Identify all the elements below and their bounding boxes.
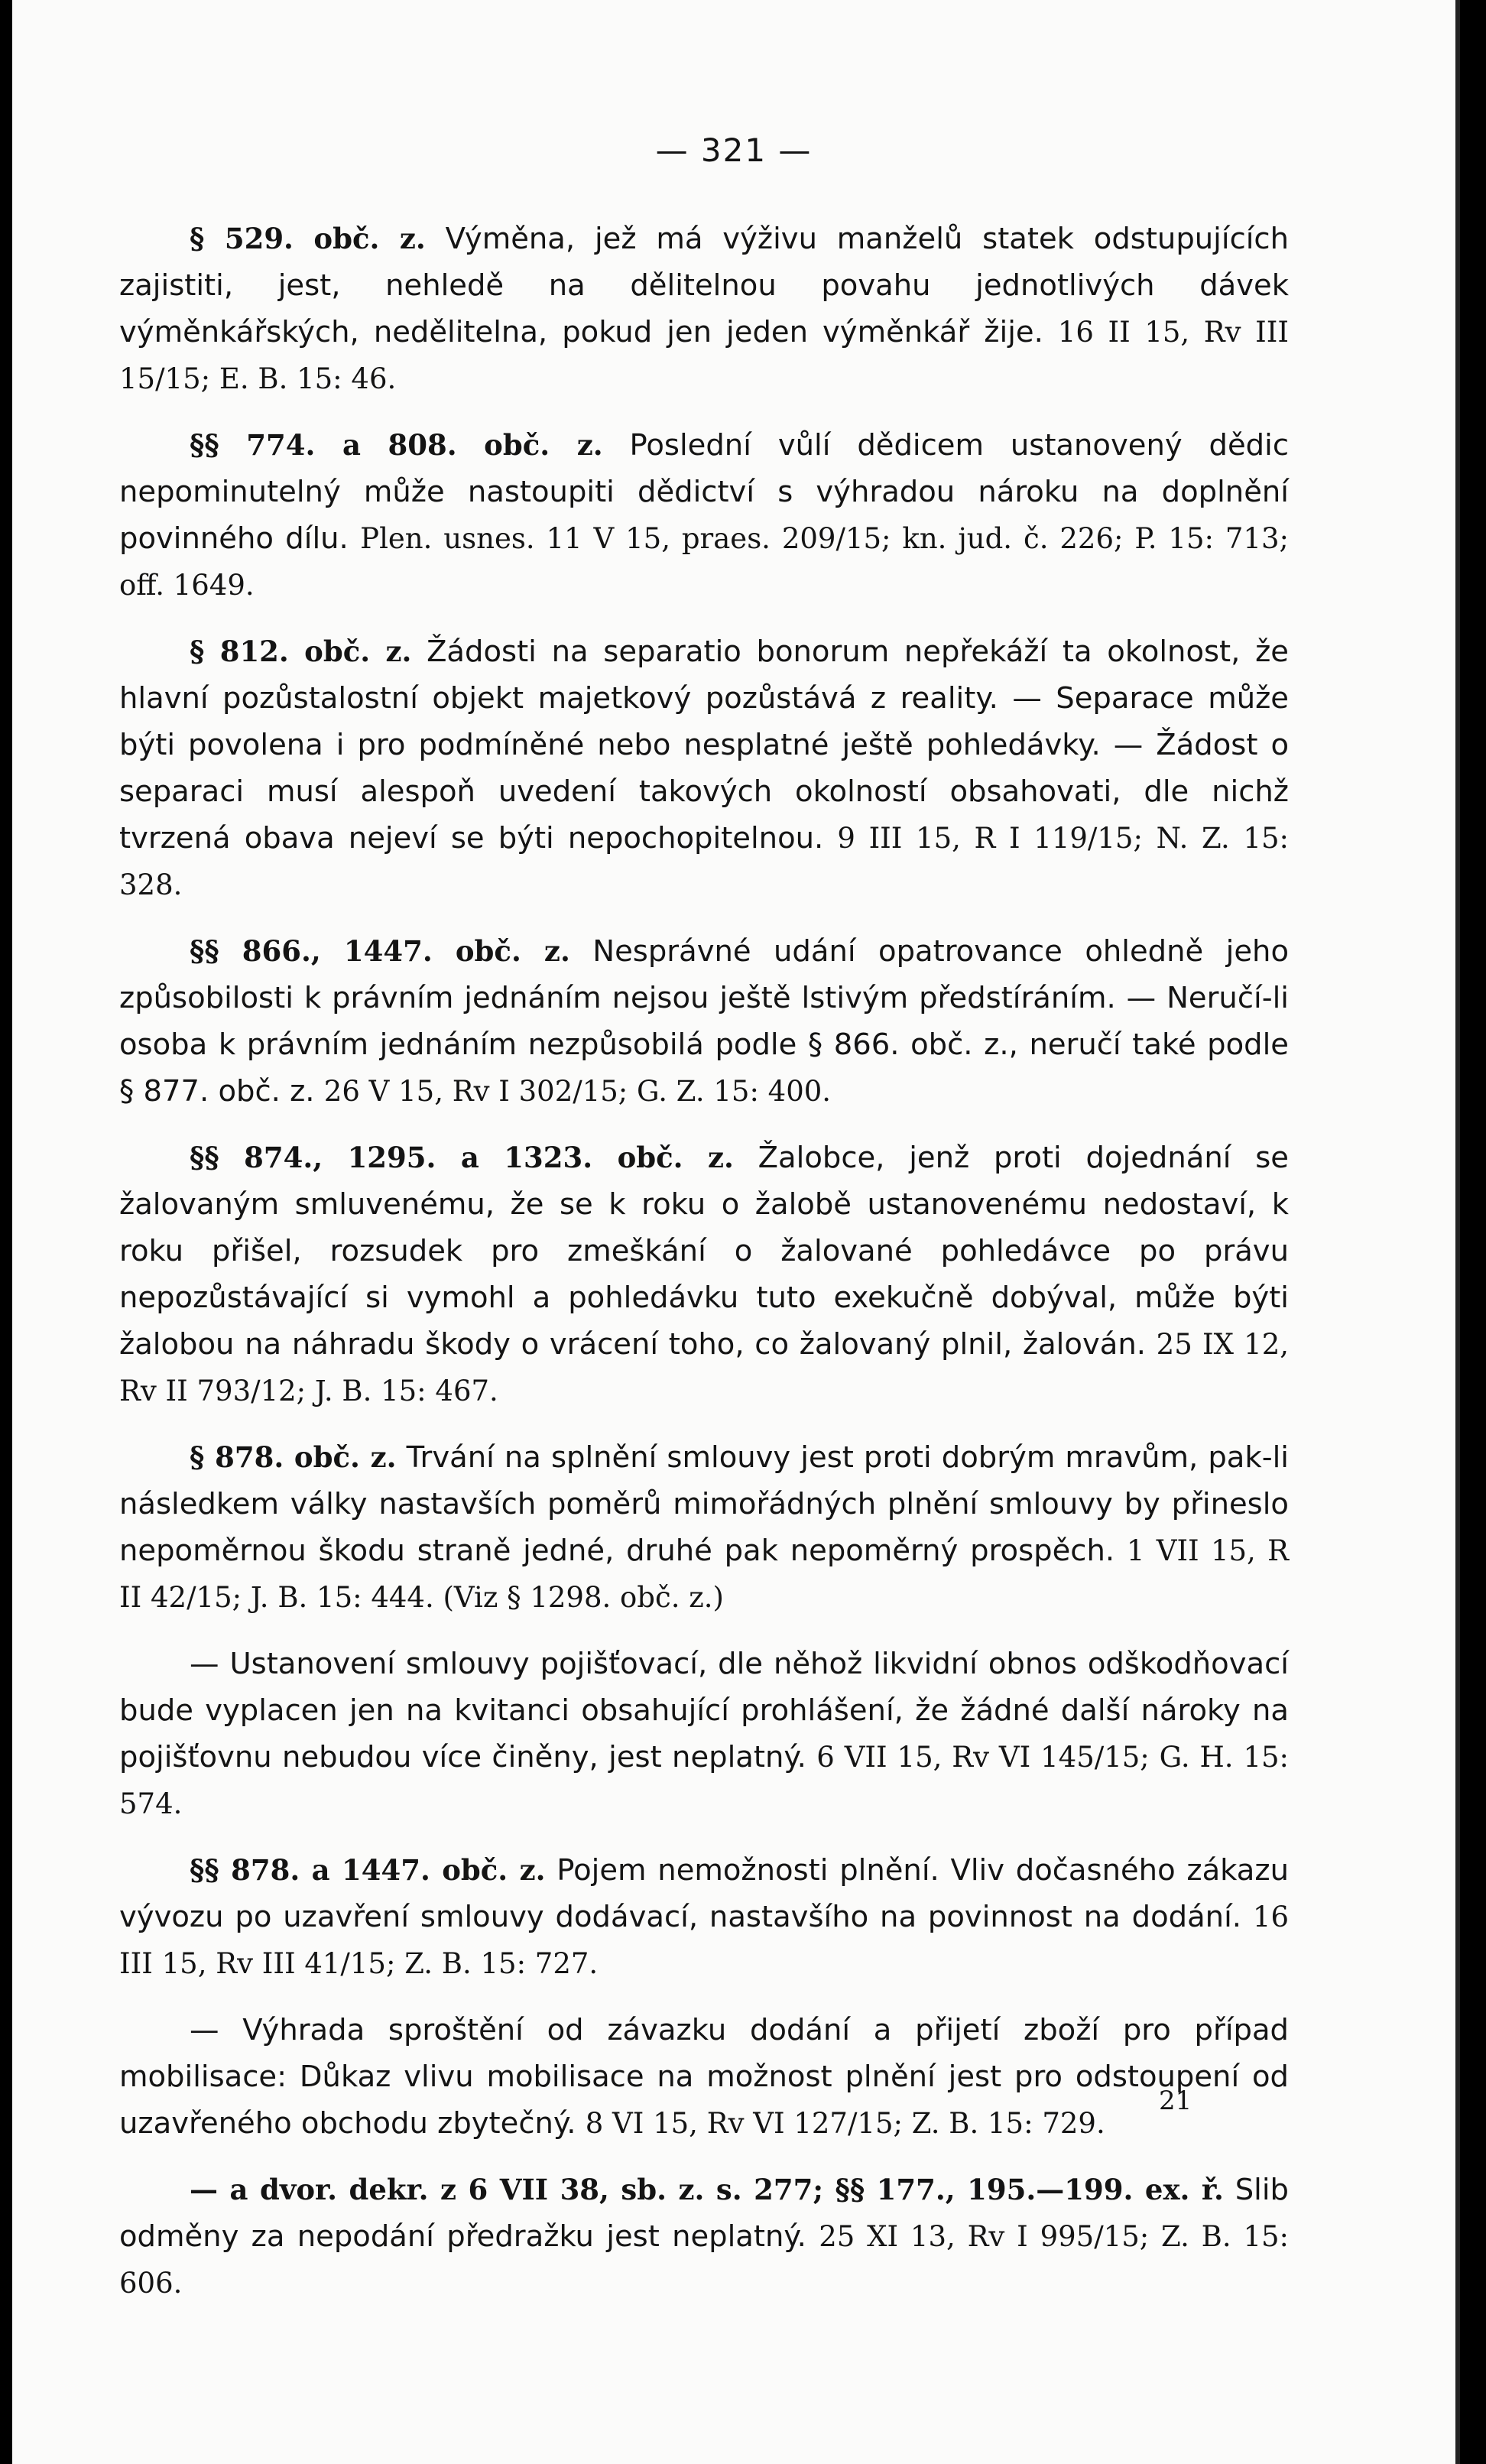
entry-citation: 6 VII 15, Rv VI 145/15; G. H. 15: 574.: [119, 1741, 1289, 1820]
entry-4: [119, 928, 1289, 1115]
entry-text: Žalobce, jenž proti dojednání se žalovaným smluvenému, že se k roku o žalobě ustanovenému nedostaví, k roku přišel, rozsudek pro zmeškání o žalované pohledávce po právu nepozůstávající si vymohl a pohledávku tuto exekučně dobýval, může býti žalobou na náhradu škody o vrácení toho, co žalovaný plnil, žalován.: [119, 1141, 1289, 1362]
entry-10: [119, 2167, 1289, 2307]
entry-text: Nesprávné udání opatrovance ohledně jeho způsobilosti k právním jednáním nejsou ještě lstivým předstíráním. — Neručí-li osoba k právním jednáním nezpůsobilá podle § 866. obč. z., neručí také podle § 877. obč. z.: [119, 934, 1289, 1109]
entry-7: [119, 1641, 1289, 1827]
page-number: — 321 —: [655, 131, 813, 169]
entry-text: Žádosti na separatio bonorum nepřekáží ta okolnost, že hlavní pozůstalostní objekt majetkový pozůstává z reality. — Separace může býti povolena i pro podmíněné nebo nesplatné ještě pohledávky. — Žádost o separaci musí alespoň uvedení takových okolností obsahovati, dle nichž tvrzená obava nejeví se býti nepochopitelnou.: [119, 635, 1289, 855]
signature-mark: 21: [1159, 2086, 1192, 2116]
entry-dash: —: [190, 2013, 219, 2047]
entry-text: Výhrada sproštění od závazku dodání a přijetí zboží pro případ mobilisace: Důkaz vlivu mobilisace na možnost plnění jest pro odstoupení od uzavřeného obchodu zbytečný.: [119, 2013, 1289, 2141]
entry-citation: 16 III 15, Rv III 41/15; Z. B. 15: 727.: [119, 1901, 1289, 1980]
entry-citation: 1 VII 15, R II 42/15; J. B. 15: 444. (Viz § 1298. obč. z.): [119, 1534, 1289, 1614]
document-page: [12, 0, 1460, 2464]
entry-text: Trvání na splnění smlouvy jest proti dobrým mravům, pak-li následkem války nastavších poměrů mimořádných plnění smlouvy by přineslo nepoměrnou škodu straně jedné, druhé pak nepoměrný prospěch.: [119, 1440, 1289, 1568]
entry-text: Ustanovení smlouvy pojišťovací, dle něhož likvidní obnos odškodňovací bude vyplacen jen na kvitanci obsahující prohlášení, že žádné další nároky na pojišťovnu nebudou více činěny, jest neplatný.: [119, 1647, 1289, 1774]
page-content: [119, 216, 1289, 2326]
entry-8: [119, 1847, 1289, 1987]
entry-9: [119, 2007, 1289, 2147]
entry-reference: §§ 874., 1295. a 1323. obč. z.: [190, 1141, 734, 1174]
entry-text: Výměna, jež má výživu manželů statek odstupujících zajistiti, jest, nehledě na dělitelnou povahu jednotlivých dávek výměnkářských, nedělitelna, pokud jen jeden výměnkář žije.: [119, 222, 1290, 349]
entry-text: Slib odměny za nepodání předražku jest neplatný.: [119, 2173, 1289, 2254]
entry-3: [119, 628, 1289, 908]
entry-5: [119, 1135, 1289, 1414]
entry-reference: — a dvor. dekr. z 6 VII 38, sb. z. s. 277; §§ 177., 195.—199. ex. ř.: [190, 2173, 1224, 2206]
entry-dash: —: [190, 1647, 219, 1681]
entry-citation: 8 VI 15, Rv VI 127/15; Z. B. 15: 729.: [585, 2107, 1105, 2140]
entry-citation: 9 III 15, R I 119/15; N. Z. 15: 328.: [119, 822, 1289, 901]
entry-6: [119, 1434, 1289, 1621]
entry-reference: §§ 774. a 808. obč. z.: [190, 428, 603, 462]
entry-text: Poslední vůlí dědicem ustanovený dědic nepominutelný může nastoupiti dědictví s výhradou nároku na doplnění povinného dílu.: [119, 428, 1289, 556]
entry-reference: § 812. obč. z.: [190, 635, 412, 668]
entry-citation: 25 IX 12, Rv II 793/12; J. B. 15: 467.: [119, 1328, 1289, 1407]
entry-text: Pojem nemožnosti plnění. Vliv dočasného zákazu vývozu po uzavření smlouvy dodávací, nastavšího na povinnost na dodání.: [119, 1853, 1290, 1934]
entry-reference: § 878. obč. z.: [190, 1440, 397, 1474]
entry-1: [119, 216, 1289, 402]
entry-2: [119, 422, 1289, 609]
entry-reference: §§ 866., 1447. obč. z.: [190, 934, 570, 968]
entry-citation: 16 II 15, Rv III 15/15; E. B. 15: 46.: [119, 316, 1289, 395]
entry-citation: Plen. usnes. 11 V 15, praes. 209/15; kn. jud. č. 226; P. 15: 713; off. 1649.: [119, 522, 1289, 602]
entry-citation: 25 XI 13, Rv I 995/15; Z. B. 15: 606.: [119, 2220, 1289, 2300]
entry-reference: § 529. obč. z.: [190, 222, 426, 255]
entry-citation: 26 V 15, Rv I 302/15; G. Z. 15: 400.: [323, 1075, 832, 1108]
entry-reference: §§ 878. a 1447. obč. z.: [190, 1853, 546, 1887]
